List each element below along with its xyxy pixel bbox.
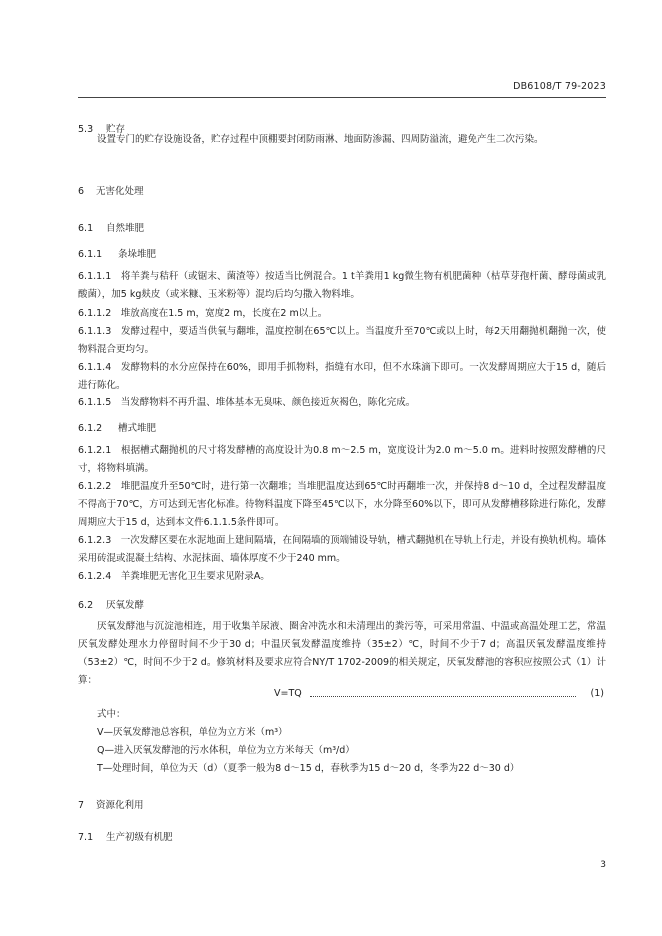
paragraph-6-2: 厌氧发酵池与沉淀池相连，用于收集羊尿液、圈舍冲洗水和未清理出的粪污等，可采用常温、中温或高温处理工艺，常温厌氧发酵处理水力停留时间不少于30 d；中温厌氧发酵温度维持（35±2）℃，时间不少于7 d；高温厌氧发酵温度维持（53±2）℃，时间不少于2 d。修筑材料及要求应符合NY/T 1702-2009的相关规定，厌氧发酵池的容积应按照公式（1）计算： [78,621,606,686]
heading-number: 6.1 [78,223,94,234]
header-rule [78,97,606,98]
definition-q: Q—进入厌氧发酵池的污水体积，单位为立方米每天（m³/d） [97,745,355,756]
clause-6-1-2-3: 6.1.2.3 一次发酵区要在水泥地面上建间隔墙，在间隔墙的顶端铺设导轨，槽式翻抛机在导轨上行走，并设有换轨机构。墙体采用砖混或混凝土结构、水泥抹面、墙体厚度不少于240 mm。 [78,535,606,564]
formula-number: (1) [590,688,604,699]
heading-title: 厌氧发酵 [106,600,145,611]
heading-6-1-2 [78,420,156,434]
heading-title: 生产初级有机肥 [106,832,173,843]
clause-6-1-1-4: 6.1.1.4 发酵物料的水分应保持在60%，即用手抓物料，指缝有水印，但不水珠滴下即可。一次发酵周期应大于15 d，随后进行陈化。 [78,362,606,391]
heading-title: 槽式堆肥 [118,423,157,434]
formula-leader-dots [310,696,576,697]
formula-expression: V=TQ [274,688,302,699]
heading-number: 7 [78,800,85,811]
paragraph-storage: 设置专门的贮存设施设备，贮存过程中顶棚要封闭防雨淋、地面防渗漏、四周防溢流，避免产生二次污染。 [97,134,544,145]
heading-number: 6.1.2 [78,423,103,434]
definition-t: T—处理时间，单位为天（d）（夏季一般为8 d～15 d，春秋季为15 d～20 d，冬季为22 d～30 d） [97,763,520,774]
clause-6-1-2-4: 6.1.2.4 羊粪堆肥无害化卫生要求见附录A。 [78,571,270,582]
heading-title: 资源化利用 [96,800,144,811]
document-code: DB6108/T 79-2023 [513,81,606,92]
clause-6-1-2-2: 6.1.2.2 堆肥温度升至50℃时，进行第一次翻堆；当堆肥温度达到65℃时再翻堆一次，并保持8 d～10 d，全过程发酵温度不得高于70℃，方可达到无害化标准。待物料温度下降至45℃以下，水分降至60%以下，即可从发酵槽移除进行陈化，发酵周期应大于15 d，达到本文件6.1.1.5条件即可。 [78,481,606,528]
heading-number: 6.1.1 [78,249,103,260]
heading-6-1 [78,220,144,234]
heading-6-2 [78,597,144,611]
heading-number: 7.1 [78,832,94,843]
heading-title: 贮存 [106,124,126,135]
heading-number: 6 [78,186,85,197]
clause-6-1-1-3: 6.1.1.3 发酵过程中，要适当供氧与翻堆，温度控制在65℃以上。当温度升至70℃或以上时，每2天用翻抛机翻抛一次，使物料混合更均匀。 [78,326,606,355]
heading-title: 自然堆肥 [106,223,145,234]
heading-7 [78,797,144,811]
heading-number: 6.2 [78,600,94,611]
clause-6-1-2-1: 6.1.2.1 根据槽式翻抛机的尺寸将发酵槽的高度设计为0.8 m～2.5 m，宽度设计为2.0 m～5.0 m。进料时按照发酵槽的尺寸，将物料填满。 [78,445,606,474]
page-number: 3 [600,860,606,870]
heading-6-1-1 [78,246,156,260]
heading-7-1 [78,829,173,843]
clause-6-1-1-1: 6.1.1.1 将羊粪与秸秆（或锯末、菌渣等）按适当比例混合。1 t羊粪用1 kg微生物有机肥菌种（枯草芽孢杆菌、酵母菌或乳酸菌），加5 kg麸皮（或米糠、玉米粉等）混均后均匀撒入物料堆。 [78,271,606,300]
heading-6 [78,183,144,197]
heading-title: 无害化处理 [96,186,144,197]
definition-v: V—厌氧发酵池总容积，单位为立方米（m³） [97,727,288,738]
heading-number: 5.3 [78,124,94,135]
where-label: 式中： [97,709,126,720]
clause-6-1-1-2: 6.1.1.2 堆放高度在1.5 m，宽度2 m，长度在2 m以上。 [78,308,328,319]
formula-1 [78,688,606,706]
heading-title: 条垛堆肥 [118,249,157,260]
clause-6-1-1-5: 6.1.1.5 当发酵物料不再升温、堆体基本无臭味、颜色接近灰褐色，陈化完成。 [78,397,416,408]
